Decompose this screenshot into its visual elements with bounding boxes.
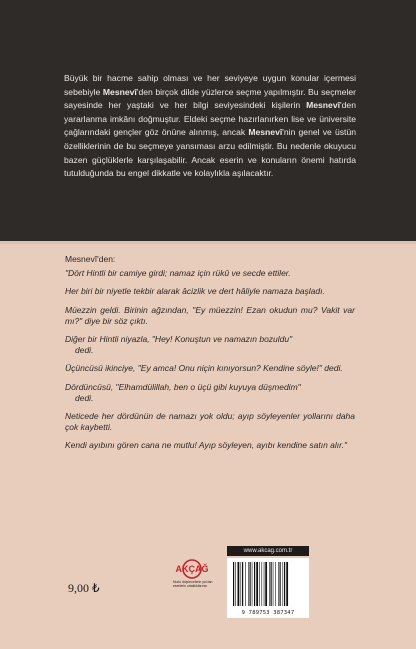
description-paragraph: [64, 72, 356, 181]
barcode-bar: [280, 562, 281, 606]
desc-mesnevi-1: Mesnevî: [102, 86, 137, 97]
barcode-bar: [273, 562, 274, 606]
barcode-bar: [250, 562, 251, 606]
barcode-icon: [232, 562, 304, 606]
excerpt-heading: Mesnevî'den:: [65, 254, 116, 264]
excerpt-paragraph-4-tail: dedi.: [75, 345, 94, 356]
barcode-bar: [256, 562, 258, 606]
excerpt-block: [65, 254, 355, 459]
barcode-bar: [238, 562, 240, 606]
barcode-bar: [259, 562, 260, 606]
logo-text: AKÇAĞ: [175, 564, 209, 574]
barcode-bar: [233, 562, 234, 606]
desc-seg-1: Büyük bir hacme sahip olması ve her seviyeye uygun konular içermesi sebebiyle: [64, 73, 356, 97]
barcode-bar: [265, 562, 267, 606]
desc-mesnevi-3: Mesnevî: [248, 127, 283, 138]
publisher-tagline: Nurlu düşüncelerin yol-tan eserlerin ortaklıklarının: [173, 580, 213, 589]
excerpt-paragraph-3: Müezzin geldi. Birinin ağzından, "Ey müezzin! Ezan okudun mu? Vakit var mı?" diye bir söz çıktı.: [65, 304, 355, 326]
publisher-url: www.akcag.com.tr: [227, 546, 309, 556]
barcode-bar: [252, 562, 253, 606]
excerpt-paragraph-6-tail: dedi.: [75, 392, 94, 403]
excerpt-paragraph-5: Üçüncüsü ikinciye, "Ey amca! Onu niçin kınıyorsun? Kendine söyle!" dedi.: [65, 363, 343, 374]
desc-seg-3: 'den yararlanma imkânı doğmuştur. Eldeki seçme hazırlanırken lise ve üniversite çağlarındaki gençler göz önüne alınmış, ancak: [64, 100, 356, 138]
barcode-box: [227, 546, 309, 618]
barcode-panel: [227, 558, 309, 618]
excerpt-paragraph-7: Neticede her dördünün de namazı yok oldu; ayıp söyleyenler yollarını daha çok kaybetti.: [65, 411, 355, 433]
barcode-bar: [283, 562, 284, 606]
barcode-bar: [262, 562, 263, 606]
barcode-bar: [254, 562, 255, 606]
barcode-bar: [278, 562, 279, 606]
excerpt-paragraph-2: Her biri bir niyetle tekbir alarak âcizlik ve dert hâliyle namaza başladı.: [65, 286, 325, 297]
excerpt-paragraph-4-line: Diğer bir Hintli niyazla, "Hey! Konuştun ve namazın bozuldu": [65, 334, 293, 345]
desc-seg-2: 'den birçok dilde yüzlerce seçme yapılmıştır. Bu seçmeler sayesinde her yaştaki ve her bilgi seviyesindeki kişilerin: [64, 86, 356, 111]
barcode-bar: [286, 562, 288, 606]
desc-mesnevi-2: Mesnevî: [306, 100, 341, 111]
barcode-bar: [275, 562, 276, 606]
excerpt-paragraph-8: Kendi ayıbını gören cana ne mutlu! Ayıp söyleyen, ayıbı kendine satın alır.": [65, 440, 348, 451]
excerpt-paragraph-6: [65, 382, 355, 404]
barcode-bar: [242, 562, 243, 606]
barcode-bar: [241, 562, 242, 606]
barcode-bar: [245, 562, 246, 606]
desc-seg-4: 'nin genel ve üstün özelliklerinin de bu seçmeye yansıması arzu edilmiştir. Bu nedenle okuyucu bazen güçlüklerle karşılaşabilir. Ancak eserin ve konuların önemi hatırda tutulduğunda bu engel dikkatle ve kolaylıkla aşılacaktır.: [64, 127, 356, 179]
excerpt-area: [0, 247, 416, 649]
barcode-bar: [235, 562, 236, 606]
barcode-bar: [264, 562, 265, 606]
excerpt-paragraph-4: [65, 334, 355, 356]
barcode-bar: [269, 562, 270, 606]
excerpt-paragraph-6-line: Dördüncüsü, "Elhamdülillah, ben o üçü gibi kuyuya düşmedim": [65, 381, 301, 392]
akcag-logo-icon: [170, 559, 214, 579]
top-band: [0, 0, 416, 244]
barcode-bar: [271, 562, 272, 606]
barcode-bar: [248, 562, 249, 606]
isbn-number: 9 789753 387347: [241, 610, 295, 616]
price-label: 9,00 ₺: [68, 581, 100, 595]
excerpt-paragraph-1: "Dört Hintli bir camiye girdi; namaz için rükû ve secde ettiler.: [65, 268, 291, 279]
publisher-logo: [168, 559, 216, 601]
barcode-bar: [284, 562, 285, 606]
